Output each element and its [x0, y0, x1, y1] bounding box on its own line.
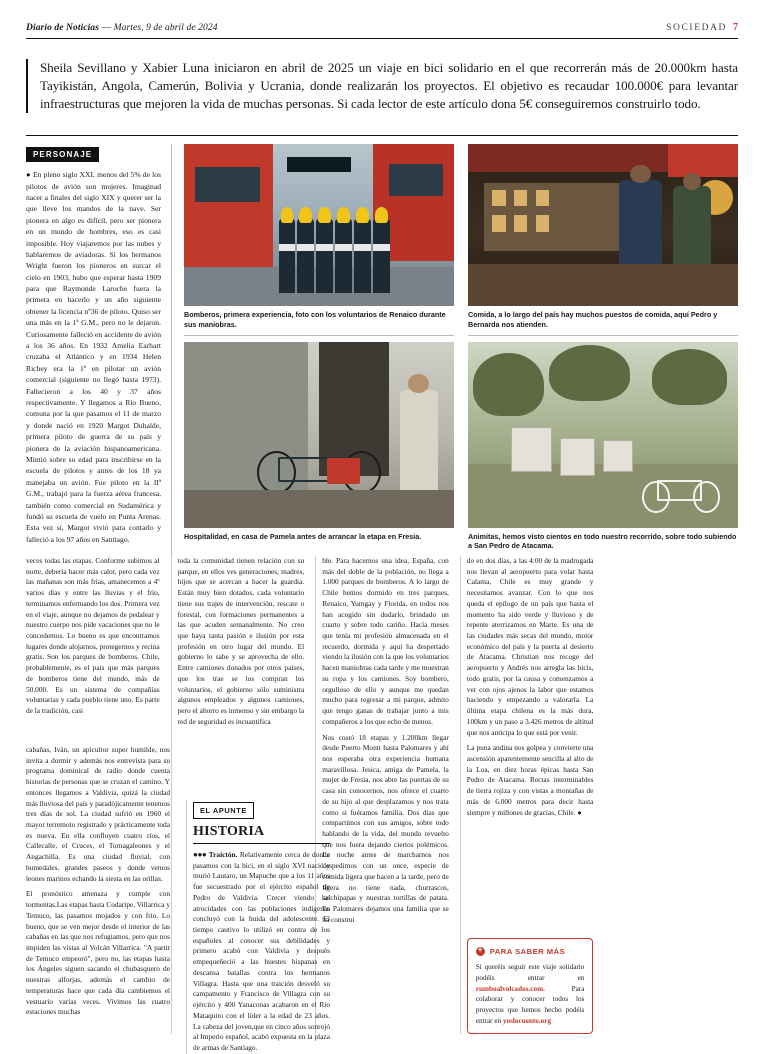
- fire-truck-left: [184, 144, 273, 267]
- article-column-4: [460, 556, 594, 1034]
- pannier-bag: [327, 458, 361, 484]
- paragraph: Nos costó 18 etapas y 1.200km llegar desde Puerto Montt hasta Palomares y ahí nos esperaba otra experiencia humana maravillosa. Jesica, amiga de Pamela, la mujer de Fresia, nos abre las puertas de su casa sin conocernos, nos ofrece el cuarto de su hijo al que desplazamos y nos trata como si fuéramos familia. Dos días que compartimos con sus amigos, sobre todo hablando de la vida, del mundo revuelto que nos fuera dejando ciertos polémicos. La noche antes de marcharnos nos despedimos con un once, especie de comida ligera que hacen a la tarde, pero de ligera no tiene nada, churrascos, salchipapas y nuestras tortillas de patata. En Palomares dejamos una familia que se ha construi: [322, 732, 449, 924]
- firefighter-figure: [373, 219, 390, 294]
- jar: [536, 190, 550, 206]
- saber-mas-body: [476, 962, 585, 1026]
- roadside-shrine: [511, 427, 552, 472]
- hospitality-bike-photo: [184, 342, 454, 528]
- jar: [492, 190, 506, 206]
- saber-mas-line2: Para colaborar y conocer todos los proyectos que hemos hecho podéis entrar en: [475, 984, 585, 1025]
- personaje-text: ● En pleno siglo XXI, menos del 5% de los pilotos de avión son mujeres. Imaginad nacer a finales del siglo XIX y querer ser la que lleve los mandos de la nave. Ser pionera en algo es difícil, pero ser pionera en un mundo de hombres, eso es casi imposible. Hoy viajaremos por las nubes y hablaremos de aviadoras. Si los hermanos Wright fueron los pioneros en surcar el cielo en 1903, hubo que esperar hasta 1909 para que Raymonde Laroche fuera la primera en hacerlo y un año siguiente obtener la licencia nº36 de piloto. Quiso ser una más en la 1ª G.M., pero no le dejaron. Curiosamente falleció en accidente de avión a los 36 años. En 1932 Amelia Earhart cruzaba el Atlántico y en 1934 Helen Richey era la 1ª en pilotar un avión comercial (siguiente no llegó hasta 1973). Fallecieron a los 40 y 37 años respectivamente. Y llegamos a Río Bueno, comuna por la que pasamos el 11 de marzo y donde nació en 1920 Margot Duhalde, primera piloto de guerra de su país y pionera de la aviación hispanoamericana. Mintió sobre su edad para inscribirse en la escuela de pilotos y antes de los 18 ya manejaba un avión. Fue piloto en la IIª G.M., trabajó para la fuerza aérea francesa, también como comercial en Sudamérica y fundó su escuela de vuelo en Punta Arenas. Esta vez sí, Margot vivió para contarlo y falleció a los 97 años en Santiago.: [26, 170, 161, 544]
- plus-circle-icon: [476, 947, 485, 956]
- white-bicycle: [641, 442, 722, 513]
- bicycle-frame: [657, 480, 702, 501]
- saber-mas-link-2[interactable]: yoslocuento.org: [502, 1016, 552, 1025]
- el-apunte-title: HISTORIA: [193, 824, 330, 844]
- person-figure: [400, 390, 438, 494]
- jar: [514, 215, 528, 231]
- el-apunte-lead: Traictón.: [208, 850, 238, 859]
- floor: [184, 490, 454, 527]
- el-apunte-kicker: EL APUNTE: [193, 802, 254, 819]
- firefighter-figure: [316, 219, 333, 294]
- article-column-3: [315, 556, 449, 1034]
- firefighters-photo-caption: Bomberos, primera experiencia, foto con los voluntarios de Renaico durante sus maniobras.: [184, 310, 454, 335]
- paragraph: cabañas, Iván, un apicultor super humilde, nos invita a dormir y además nos entrevista para su programa dominical de radio donde cuenta historias de personas que se cruzan el camino. Y entonces llegamos a Valdivia, quizá la ciudad más lluviosa del país y paradójicamente tenemos tres días de sol. La ciudad sufrió en 1960 el mayor terremoto registrado y prácticamente toda es nueva. En ella confluyen cuatro ríos, el Callecalle, el Cruces, el Tornagaleones y el Angachilla. Es una ciudad fluvial, con humedales, grandes paseos y donde vemos leones marinos echando la siesta en las orillas.: [26, 745, 170, 883]
- el-apunte-box: [186, 800, 330, 1054]
- lede-rule: [26, 59, 28, 113]
- paper-title: Diario de Noticias: [26, 23, 100, 33]
- photo-block-animitas: [468, 342, 738, 556]
- el-apunte-text: Relativamente cerca de donde pasamos con la bici, en el siglo XVI nació y murió Lautaro, un Mapuche que a los 11 años fue secuestrado por el ejército español de Pedro de Valdivia. Crecer viendo las atrocidades con las poblaciones indígenas concluyó con la huida del adolescente. El tiempo cautivo lo utilizó en contra de los españoles al conocer sus debilidades y primero acabó con Valdivia y después empequeñeció a las huestes hispanas en descansa batallas contra los hermanos Villagra. Hasta que una traición desveló su campamento y Francisco de Villagra con su ejército y 400 Yanaconas acabaron en el Río Mataquito con el líder a la edad de 23 años. La cabeza del joven,que en cinco años sonrojó al Imperio español, acabó expuesta en la plaza de armas de Santiago.: [193, 850, 330, 1052]
- bush: [473, 353, 543, 416]
- vendor-figure: [673, 186, 711, 267]
- firefighter-figure: [354, 219, 371, 294]
- personaje-rail: [26, 144, 172, 556]
- loaded-bicycle: [254, 409, 384, 495]
- station-sign: [287, 157, 352, 172]
- issue-date: Martes, 9 de abril de 2024: [113, 23, 218, 33]
- personaje-kicker: PERSONAJE: [26, 147, 99, 162]
- saber-mas-title: PARA SABER MÁS: [489, 947, 566, 957]
- photo-grid: [184, 144, 738, 556]
- vendor-figure: [619, 180, 662, 271]
- lede-text: Sheila Sevillano y Xabier Luna iniciaron en abril de 2025 un viaje en bici solidario en el que recorrerán más de 20.000km hasta Tayikistán, Angola, Camerún, Bolivia y Ucrania, donde realizarán los proyectos. El objetivo es recaudar 100.000€ para levantar infraestructuras que mejoren la vida de muchas personas. Si cada lector de este artículo dona 5€ conseguiremos construirlo todo.: [40, 60, 738, 112]
- roadside-shrine: [560, 438, 595, 475]
- food-stall-photo: [468, 144, 738, 306]
- bush: [549, 345, 630, 401]
- masthead-left: [26, 23, 218, 33]
- shelf: [484, 183, 641, 251]
- jar: [492, 215, 506, 231]
- firefighter-figure: [279, 219, 296, 294]
- masthead-separator: —: [101, 23, 112, 33]
- firefighters-photo: [184, 144, 454, 306]
- animitas-photo: [468, 342, 738, 528]
- page-number: 7: [733, 22, 738, 33]
- masthead-right: [666, 22, 738, 33]
- truck-window-left: [195, 167, 260, 203]
- paragraph: toda la comunidad tienen relación con su parque, en ellos ves generaciones, madres, hijos que se acercan a hacer la guardia. Están muy bien dotados, cada voluntario tiene sus trajes de intervención, rescate o forestal, con formaciones permanentes a las que acuden semanalmente. No creo que haya tanta pasión e ilusión por esta profesión en otro lugar del mundo. El gobierno lo sabe y se aprovecha de ello. Entre camiones donados por otros países, que los trae se los compran los voluntarios, el gobierno sólo suministra algunos empleados y algunos camiones, pero el ahorro es inmenso y sin embargo la red de seguridad es incuantifica: [177, 556, 305, 726]
- firefighter-figure: [335, 219, 352, 294]
- hospitality-photo-caption: Hospitalidad, en casa de Pamela antes de arrancar la etapa en Fresia.: [184, 531, 422, 541]
- para-saber-mas-box: [467, 938, 594, 1034]
- photo-block-hospitality: [184, 342, 454, 556]
- lede-block: [26, 59, 738, 127]
- roadside-shrine: [603, 440, 633, 472]
- photo-block-firefighters: [184, 144, 454, 335]
- article-column-1-cont: [26, 745, 170, 1023]
- saber-mas-line1: Si queréis seguir este viaje solidario podéis entrar en: [475, 963, 585, 982]
- section-name: SOCIEDAD: [666, 23, 727, 33]
- paragraph: veces todas las etapas. Conforme subimos al norte, debería hacer más calor, pero cada vez las mañanas son más frías, amanecemos a 4º varios días y entre las lluvias y el frío, terminamos enfermando los dos. Primera vez en el viaje, aunque no dejamos de pedalear y nuestro cuerpo nos pide vacaciones que no le concedemos. Lo bueno es que encontramos lugares donde alojarnos, protegernos y recina gratis. Son los parques de bomberos. Chile, probablemente, es el país que más parques de bomberos tiene del mundo, más de 50.000. Es un sistema de compañías voluntarias y cada pueblo tiene uno. Es parte de la tradición, casi: [26, 556, 160, 716]
- saber-mas-link-1[interactable]: rumboalvolcados.com.: [475, 984, 545, 993]
- photo-block-food-stall: [468, 144, 738, 335]
- truck-window-right: [389, 164, 443, 196]
- food-stall-photo-caption: Comida, a lo largo del país hay muchos puestos de comida, aquí Pedro y Bernarda nos atienden.: [468, 310, 738, 335]
- awning-red: [668, 144, 738, 176]
- bullet-dots: ●●●: [193, 850, 207, 859]
- jar: [536, 215, 550, 231]
- firefighter-figure: [297, 219, 314, 294]
- saber-mas-header: [476, 946, 585, 957]
- jar: [514, 190, 528, 206]
- main-content: [26, 135, 738, 556]
- paragraph: El pronóstico amenaza y cumple con tormentas.Las etapas hasta Codaripe, Villarrica y Temuco, las pasamos mojados y con frío. Lo bueno, que se ven mejor desde el interior de las cabañas en las que nos refugiamos, pero que nos impiden las vistas al Volcán Villarrica. "A partir de Temuco empeoró", pero no, las etapas hasta los Ángeles siguen sacando el chubasquero de nuestras alforjas, además el cambio de temperaturas hace que cada día cambiemos el vestuario varias veces. Vivimos las cuatro estaciones muchas: [26, 889, 171, 1017]
- paragraph: ble. Para hacernos una idea, España, con más del doble de la población, no llega a 1.000 parques de bomberos. A lo largo de Chile hemos dormido en tres parques, Renaico, Yumgay y Florida, en todos nos han acogido sin dudarlo, brindado un cuarto y sobre todo cariño. Hacía meses que tenía mi profesión almacenada en el recuerdo, dormida y aquí ha despertado viendo la ilusión con la que los voluntarios hacen maniobras cada tarde y me muestran su ropa y los camiones. Soy bombero, orgulloso de ello y aunque me quedan mucho para regresar a mi parque, admito que tengo ganas de trabajar junto a mis compañeros a los que echo de menos.: [322, 556, 449, 726]
- paragraph: La puna andina nos golpea y convierte una ascensión aparentemente sencilla al alto de la Loa, en diez horas épicas hasta San Pedro de Atacama. Rectas interminables de tierra rojiza y con vistas a montañas de más de 6.000 metros para decir hasta siempre y millones de gracias, Chile. ●: [466, 743, 594, 817]
- animitas-photo-caption: Animitas, hemos visto cientos en todo nuestro recorrido, sobre todo subiendo a San Pedro de Atacama.: [468, 531, 737, 551]
- counter: [468, 264, 738, 306]
- masthead: [26, 22, 738, 39]
- bush: [652, 349, 728, 405]
- el-apunte-body: [193, 849, 330, 1054]
- paragraph: do en dos días, a las 4:00 de la madrugada nos llevan al aeropuerto para volar hasta Calama, Chile es muy grande y necesitamos avanzar. Con lo que nos queda el epílogo de un país que hasta el momento ha sido verde y lluvioso y de repente aterrizamos en Marte. Es una de las ciudades más secas del mundo, motor económico del país y la puerta al desierto de Atacama. Christian nos recoge del aeropuerto y Andrés nos arregla las bicis, todo gratis, por la causa y comenzamos a ver con ojos ajenos la labor que estamos haciendo y empezando a valorarla. La última etapa chilena es la más dura, 100km y un paso a 3.426 metros de altitud que nos anticipa lo que está por venir.: [466, 556, 594, 737]
